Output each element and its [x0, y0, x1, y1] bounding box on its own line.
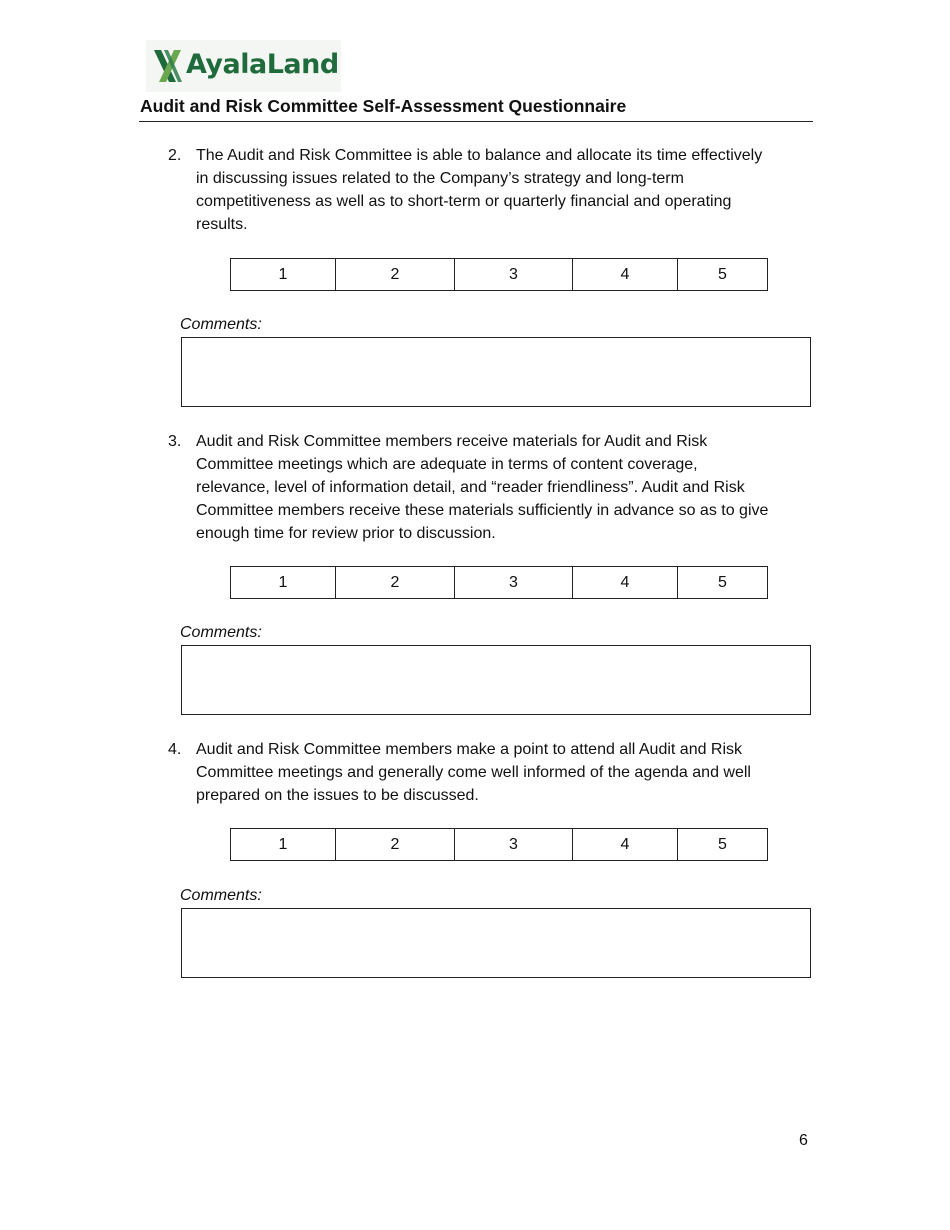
document-title: Audit and Risk Committee Self-Assessment Questionnaire [140, 96, 627, 116]
logo-wordmark: AyalaLand [186, 49, 339, 80]
rating-option[interactable]: 4 [573, 829, 678, 860]
rating-option[interactable]: 1 [231, 567, 336, 598]
rating-scale [230, 566, 768, 599]
rating-option[interactable]: 4 [573, 259, 678, 290]
rating-scale [230, 258, 768, 291]
title-divider [139, 121, 813, 122]
question-line: Audit and Risk Committee members receive materials for Audit and Risk [196, 433, 708, 450]
question-line: in discussing issues related to the Company’s strategy and long-term [196, 170, 684, 187]
rating-option[interactable]: 5 [718, 835, 727, 853]
question-text [196, 738, 812, 807]
rating-option[interactable]: 3 [455, 259, 573, 290]
company-logo [146, 40, 341, 92]
question-line: Committee members receive these materials sufficiently in advance so as to give [196, 502, 769, 519]
question-number: 3. [168, 433, 182, 450]
question-line: Audit and Risk Committee members make a point to attend all Audit and Risk [196, 741, 743, 758]
rating-option[interactable]: 2 [336, 567, 455, 598]
rating-option[interactable]: 1 [231, 829, 336, 860]
question-line: prepared on the issues to be discussed. [196, 787, 479, 804]
comments-field[interactable] [181, 337, 811, 407]
rating-option[interactable]: 5 [718, 573, 727, 591]
question-line: results. [196, 216, 248, 233]
rating-option[interactable]: 2 [336, 829, 455, 860]
rating-option[interactable]: 4 [573, 567, 678, 598]
question-number: 4. [168, 741, 182, 758]
rating-option[interactable]: 2 [336, 259, 455, 290]
question-line: Committee meetings which are adequate in terms of content coverage, [196, 456, 698, 473]
question-number: 2. [168, 147, 182, 164]
question-line: competitiveness as well as to short-term or quarterly financial and operating [196, 193, 732, 210]
ayalaland-logo-icon [152, 48, 184, 84]
comments-label: Comments: [180, 887, 262, 904]
comments-label: Comments: [180, 316, 262, 333]
page-number: 6 [799, 1132, 808, 1149]
question-line: relevance, level of information detail, and “reader friendliness”. Audit and Risk [196, 479, 745, 496]
rating-scale [230, 828, 768, 861]
rating-option[interactable]: 5 [718, 265, 727, 283]
rating-option[interactable]: 1 [231, 259, 336, 290]
question-line: The Audit and Risk Committee is able to balance and allocate its time effectively [196, 147, 763, 164]
comments-label: Comments: [180, 624, 262, 641]
comments-field[interactable] [181, 908, 811, 978]
question-line: Committee meetings and generally come well informed of the agenda and well [196, 764, 751, 781]
rating-option[interactable]: 3 [455, 829, 573, 860]
question-text [196, 144, 812, 236]
comments-field[interactable] [181, 645, 811, 715]
question-line: enough time for review prior to discussion. [196, 525, 496, 542]
rating-option[interactable]: 3 [455, 567, 573, 598]
question-text [196, 430, 812, 545]
